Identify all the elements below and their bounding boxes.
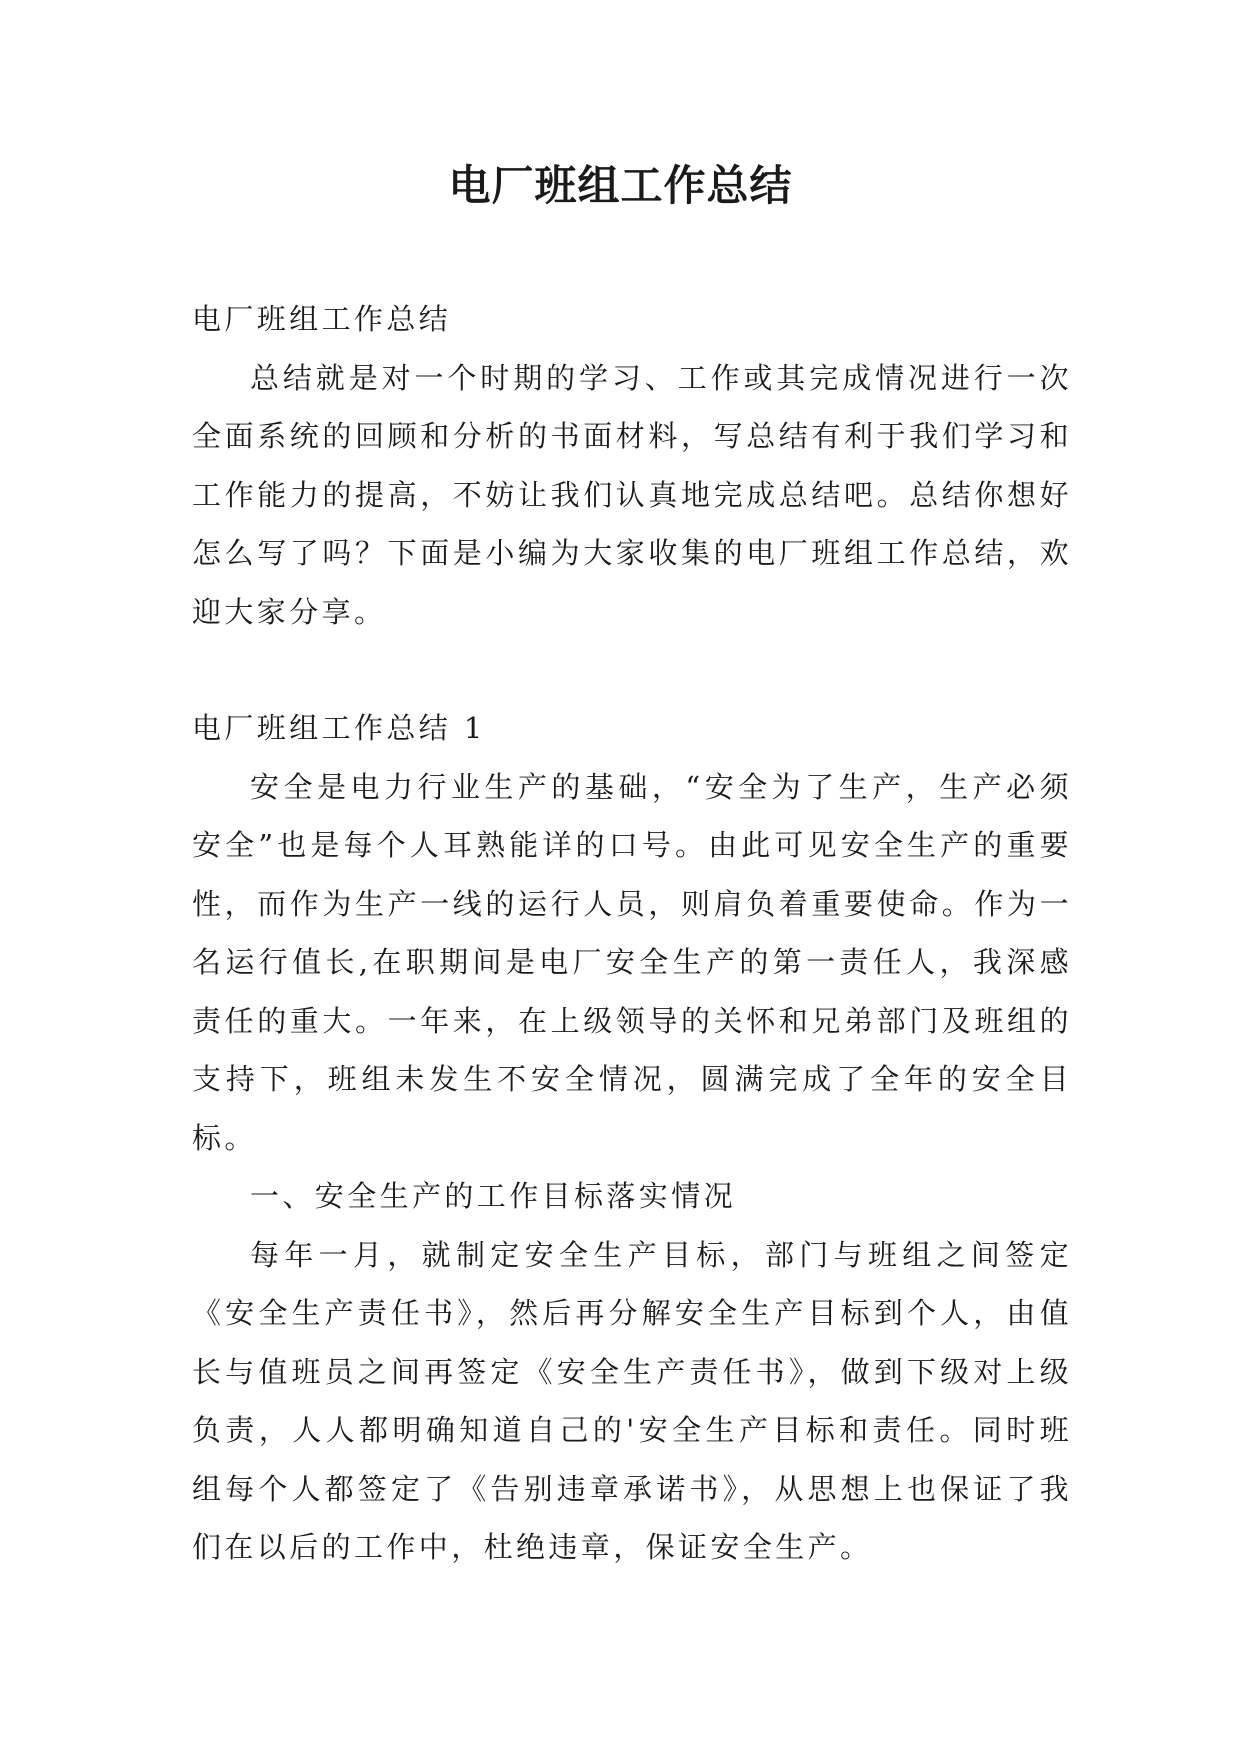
intro-heading: 电厂班组工作总结 xyxy=(192,302,452,336)
section-paragraph-1: 安全是电力行业生产的基础，“安全为了生产，生产必须安全”也是每个人耳熟能详的口号。由此可见安全生产的重要性，而作为生产一线的运行人员，则肩负着重要使命。作为一名运行值长,在职期间是电厂安全生产的第一责任人，我深感责任的重大。一年来，在上级领导的关怀和兄弟部门及班组的支持下，班组未发生不安全情况，圆满完成了全年的安全目标。 xyxy=(192,769,1072,1155)
subsection-heading-1: 一、安全生产的工作目标落实情况 xyxy=(250,1179,737,1213)
subsection-paragraph-1: 每年一月，就制定安全生产目标，部门与班组之间签定《安全生产责任书》，然后再分解安全生产目标到个人，由值长与值班员之间再签定《安全生产责任书》，做到下级对上级负责，人人都明确知道自己的'安全生产目标和责任。同时班组每个人都签定了《告别违章承诺书》，从思想上也保证了我们在以后的工作中，杜绝违章，保证安全生产。 xyxy=(192,1237,1072,1564)
document-title: 电厂班组工作总结 xyxy=(448,161,793,210)
section-gap xyxy=(192,641,1072,699)
section-heading-1: 电厂班组工作总结 1 xyxy=(192,711,486,745)
document-body xyxy=(192,290,1072,1577)
intro-paragraph: 总结就是对一个时期的学习、工作或其完成情况进行一次全面系统的回顾和分析的书面材料，写总结有利于我们学习和工作能力的提高，不妨让我们认真地完成总结吧。总结你想好怎么写了吗？下面是小编为大家收集的电厂班组工作总结，欢迎大家分享。 xyxy=(192,360,1072,629)
